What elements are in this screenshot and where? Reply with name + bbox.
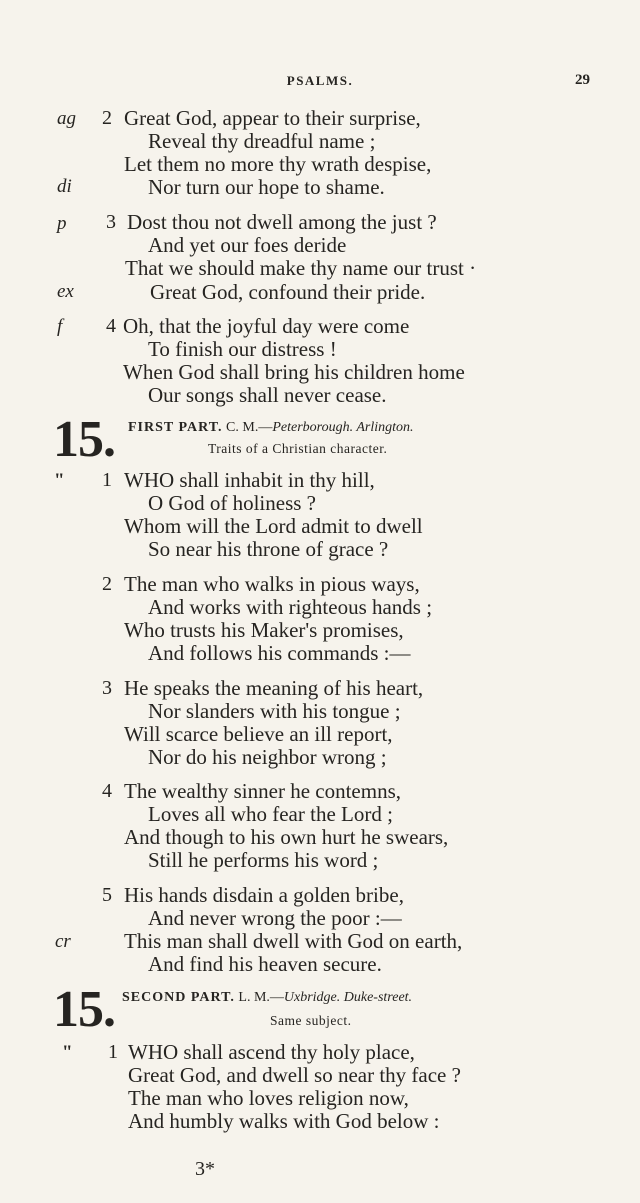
page-number: 29 xyxy=(575,72,590,88)
verse-number: 3 xyxy=(106,211,116,233)
verse-line: To finish our distress ! xyxy=(148,337,337,361)
tune-names: Uxbridge. Duke-street. xyxy=(283,990,413,1005)
verse-line: Who trusts his Maker's promises, xyxy=(124,618,404,642)
verse-line: Nor do his neighbor wrong ; xyxy=(148,745,387,769)
verse-line: Nor slanders with his tongue ; xyxy=(148,699,401,723)
verse-line: O God of holiness ? xyxy=(148,491,316,515)
verse-line: And humbly walks with God below : xyxy=(128,1109,440,1133)
section-heading xyxy=(128,420,414,436)
psalm-number: 15. xyxy=(53,981,115,1038)
section-subtitle: Same subject. xyxy=(270,1013,352,1028)
dynamic-mark: ex xyxy=(57,281,74,302)
verse-line: Let them no more thy wrath despise, xyxy=(124,152,432,176)
verse-line: Whom will the Lord admit to dwell xyxy=(124,514,423,538)
verse-number: 4 xyxy=(102,780,112,802)
verse-line: Will scarce believe an ill report, xyxy=(124,722,393,746)
verse-line: And works with righteous hands ; xyxy=(148,595,433,619)
dynamic-mark: ag xyxy=(57,108,76,129)
verse-line: Loves all who fear the Lord ; xyxy=(148,802,393,826)
verse-line: Great God, confound their pride. xyxy=(150,280,426,304)
verse-number: 2 xyxy=(102,573,112,595)
verse-line: Great God, and dwell so near thy face ? xyxy=(128,1063,461,1087)
verse-line: He speaks the meaning of his heart, xyxy=(124,676,424,700)
verse-line: Our songs shall never cease. xyxy=(148,383,387,407)
signature-mark: 3* xyxy=(195,1158,215,1180)
verse-line: And find his heaven secure. xyxy=(148,952,382,976)
dynamic-mark: f xyxy=(57,316,63,337)
section-heading xyxy=(122,990,412,1006)
part-label: SECOND PART. xyxy=(122,990,235,1005)
dynamic-mark: cr xyxy=(55,931,71,952)
verse-line: Oh, that the joyful day were come xyxy=(123,314,410,338)
verse-line: Still he performs his word ; xyxy=(148,848,379,872)
verse-line: The man who walks in pious ways, xyxy=(124,572,420,596)
dynamic-mark: p xyxy=(57,213,67,234)
verse-line: Reveal thy dreadful name ; xyxy=(148,129,376,153)
verse-line: And never wrong the poor :— xyxy=(148,906,402,930)
verse-line: Dost thou not dwell among the just ? xyxy=(127,210,437,234)
verse-line: WHO shall ascend thy holy place, xyxy=(128,1040,415,1064)
tune-names: Peterborough. Arlington. xyxy=(272,420,414,435)
verse-line: When God shall bring his children home xyxy=(123,360,465,384)
dynamic-mark: " xyxy=(54,470,65,491)
meter-label: L. M.— xyxy=(238,990,284,1005)
verse-line: The man who loves religion now, xyxy=(128,1086,409,1110)
section-subtitle: Traits of a Christian character. xyxy=(208,441,388,456)
verse-number: 5 xyxy=(102,884,112,906)
part-label: FIRST PART. xyxy=(128,420,223,435)
verse-line: His hands disdain a golden bribe, xyxy=(124,883,404,907)
verse-line: And yet our foes deride xyxy=(148,233,347,257)
verse-line: Nor turn our hope to shame. xyxy=(148,175,385,199)
verse-line: And follows his commands :— xyxy=(148,641,411,665)
dynamic-mark: di xyxy=(57,176,72,197)
dynamic-mark: " xyxy=(62,1042,73,1063)
meter-label: C. M.— xyxy=(226,420,273,435)
verse-number: 3 xyxy=(102,677,112,699)
verse-line: And though to his own hurt he swears, xyxy=(124,825,449,849)
verse-line: So near his throne of grace ? xyxy=(148,537,389,561)
verse-line: WHO shall inhabit in thy hill, xyxy=(124,468,375,492)
verse-number: 4 xyxy=(106,315,116,337)
psalm-number: 15. xyxy=(53,411,115,468)
verse-line: The wealthy sinner he contemns, xyxy=(124,779,401,803)
running-title: PSALMS. xyxy=(286,73,354,88)
verse-line: Great God, appear to their surprise, xyxy=(124,106,421,130)
verse-line: This man shall dwell with God on earth, xyxy=(124,929,463,953)
verse-line: That we should make thy name our trust · xyxy=(125,256,477,280)
verse-number: 1 xyxy=(108,1041,118,1063)
verse-number: 1 xyxy=(102,469,112,491)
verse-number: 2 xyxy=(102,107,112,129)
